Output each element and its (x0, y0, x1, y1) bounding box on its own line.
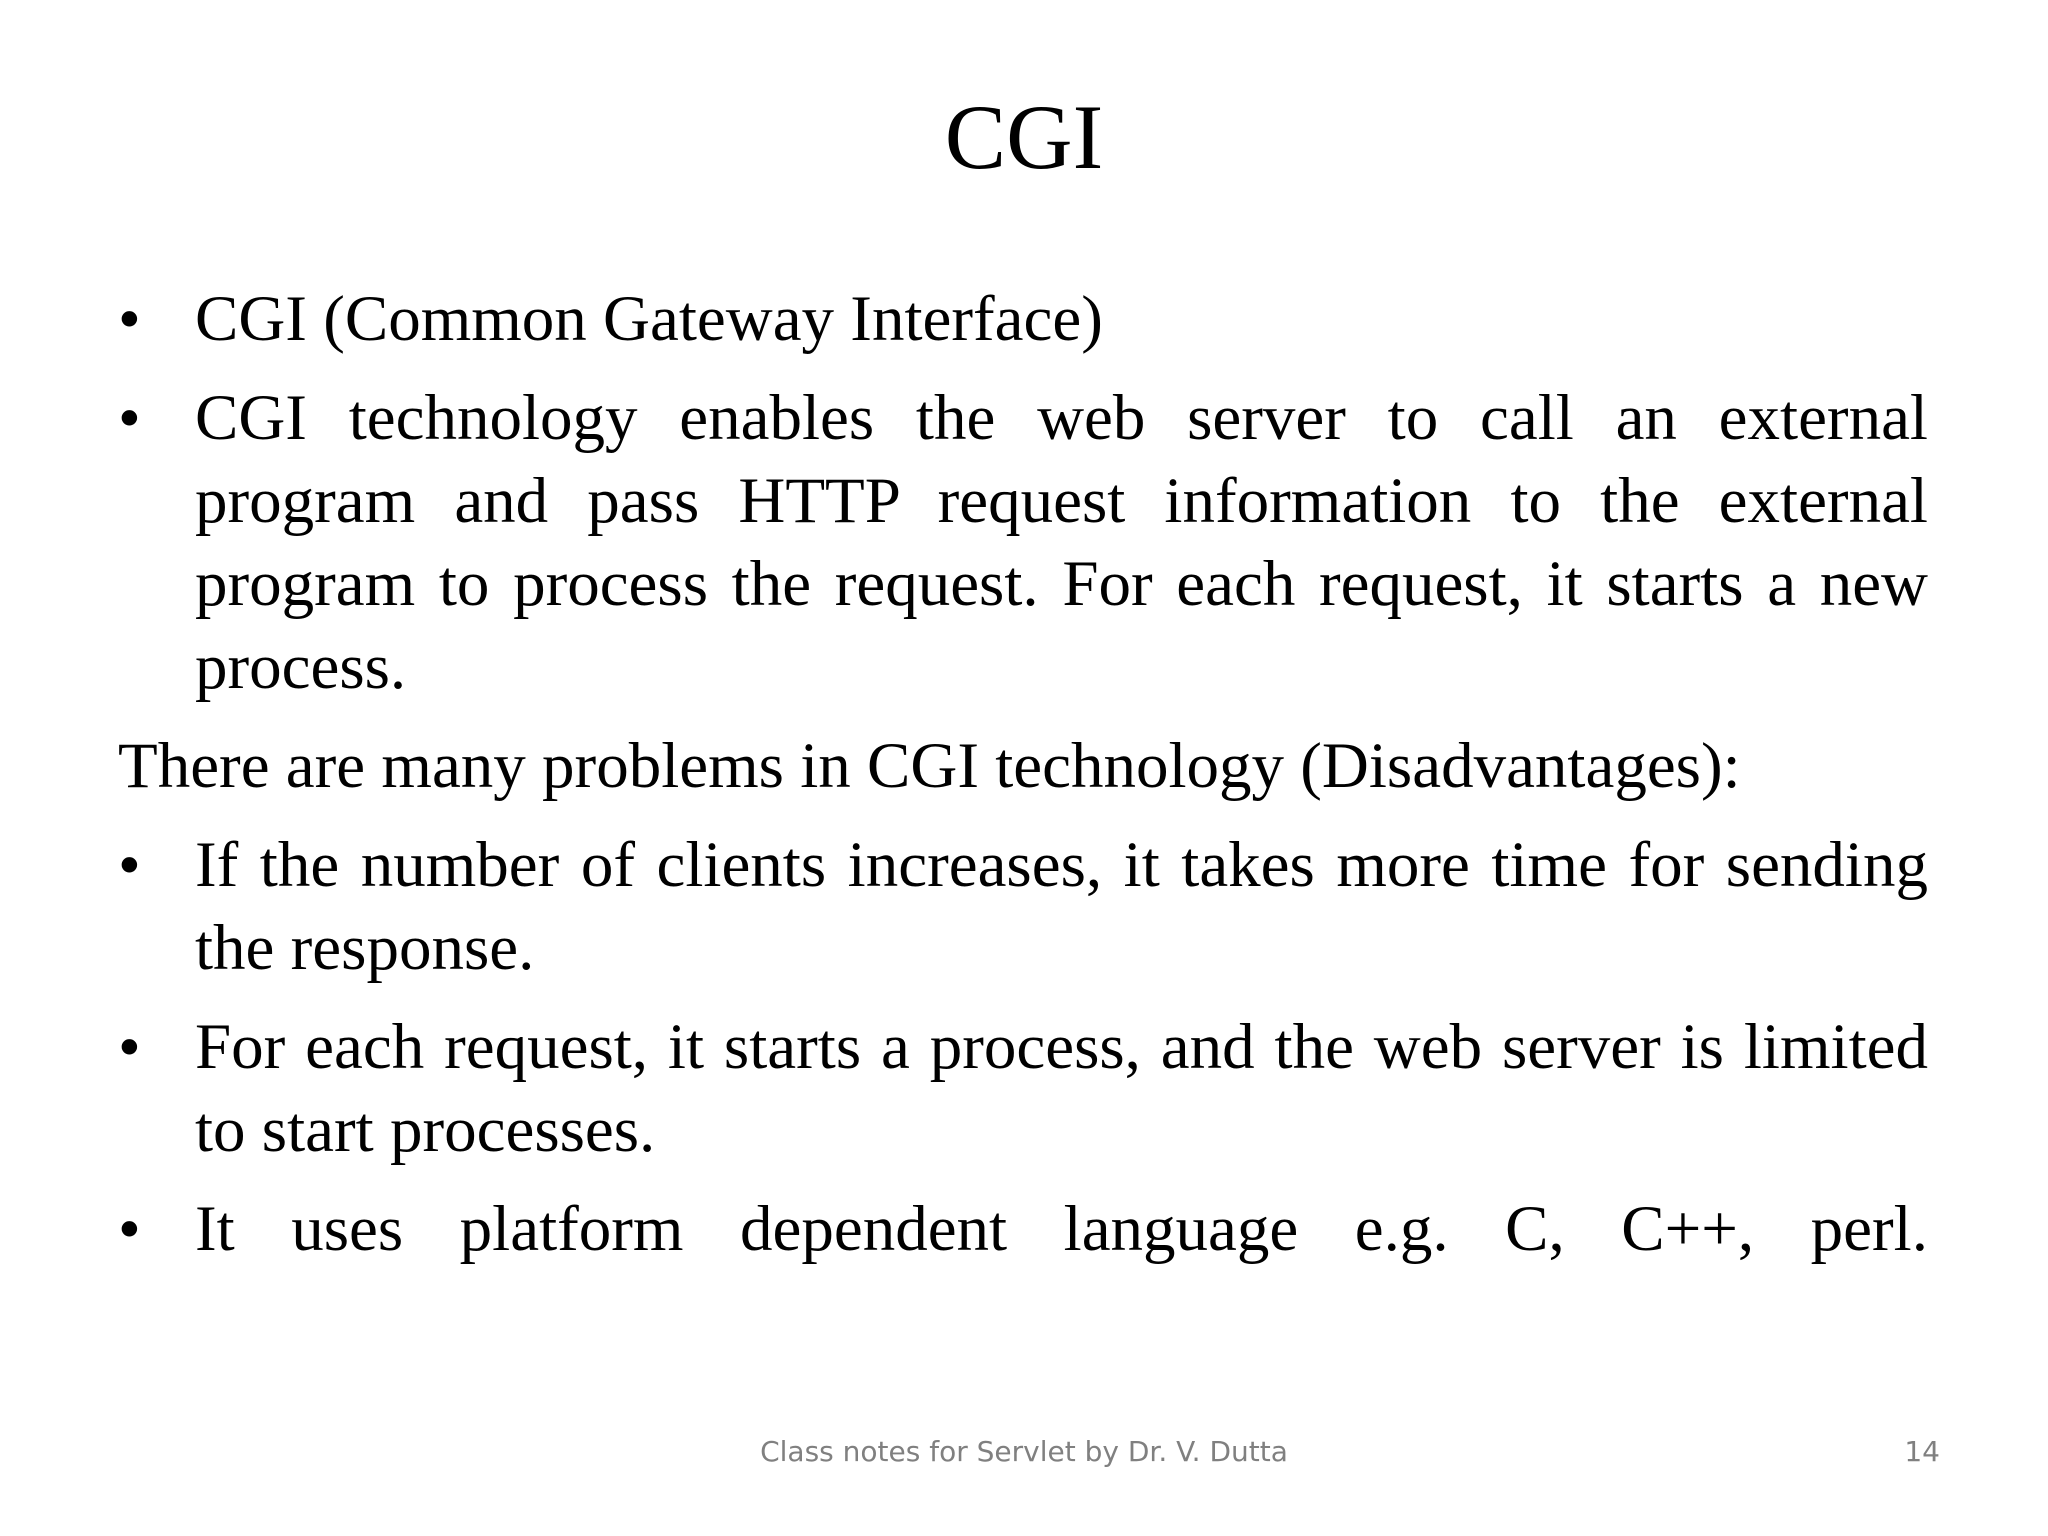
bullet-icon: • (118, 1193, 141, 1265)
bullet-item (118, 278, 1928, 361)
bullet-item (118, 1006, 1928, 1172)
bullet-text: For each request, it starts a process, and the web server is limited to start processes. (195, 1011, 1928, 1166)
slide-title: CGI (944, 86, 1104, 188)
bullet-icon: • (118, 382, 141, 454)
bullet-item (118, 377, 1928, 709)
bullet-text: It uses platform dependent language e.g. C, C++, perl. (195, 1193, 1928, 1265)
bullet-item (118, 1188, 1928, 1271)
bullet-text: If the number of clients increases, it takes more time for sending the response. (195, 829, 1928, 984)
slide-footer: Class notes for Servlet by Dr. V. Dutta (760, 1435, 1288, 1468)
page-number: 14 (1904, 1435, 1940, 1468)
section-heading: There are many problems in CGI technology (Disadvantages): (118, 730, 1741, 802)
bullet-icon: • (118, 1011, 141, 1083)
bullet-icon: • (118, 283, 141, 355)
bullet-text: CGI (Common Gateway Interface) (195, 283, 1103, 355)
bullet-item (118, 824, 1928, 990)
bullet-text: CGI technology enables the web server to call an external program and pass HTTP request information to the external program to process the request. For each request, it starts a new process. (195, 382, 1928, 703)
bullet-icon: • (118, 829, 141, 901)
slide-content (118, 278, 1928, 1287)
